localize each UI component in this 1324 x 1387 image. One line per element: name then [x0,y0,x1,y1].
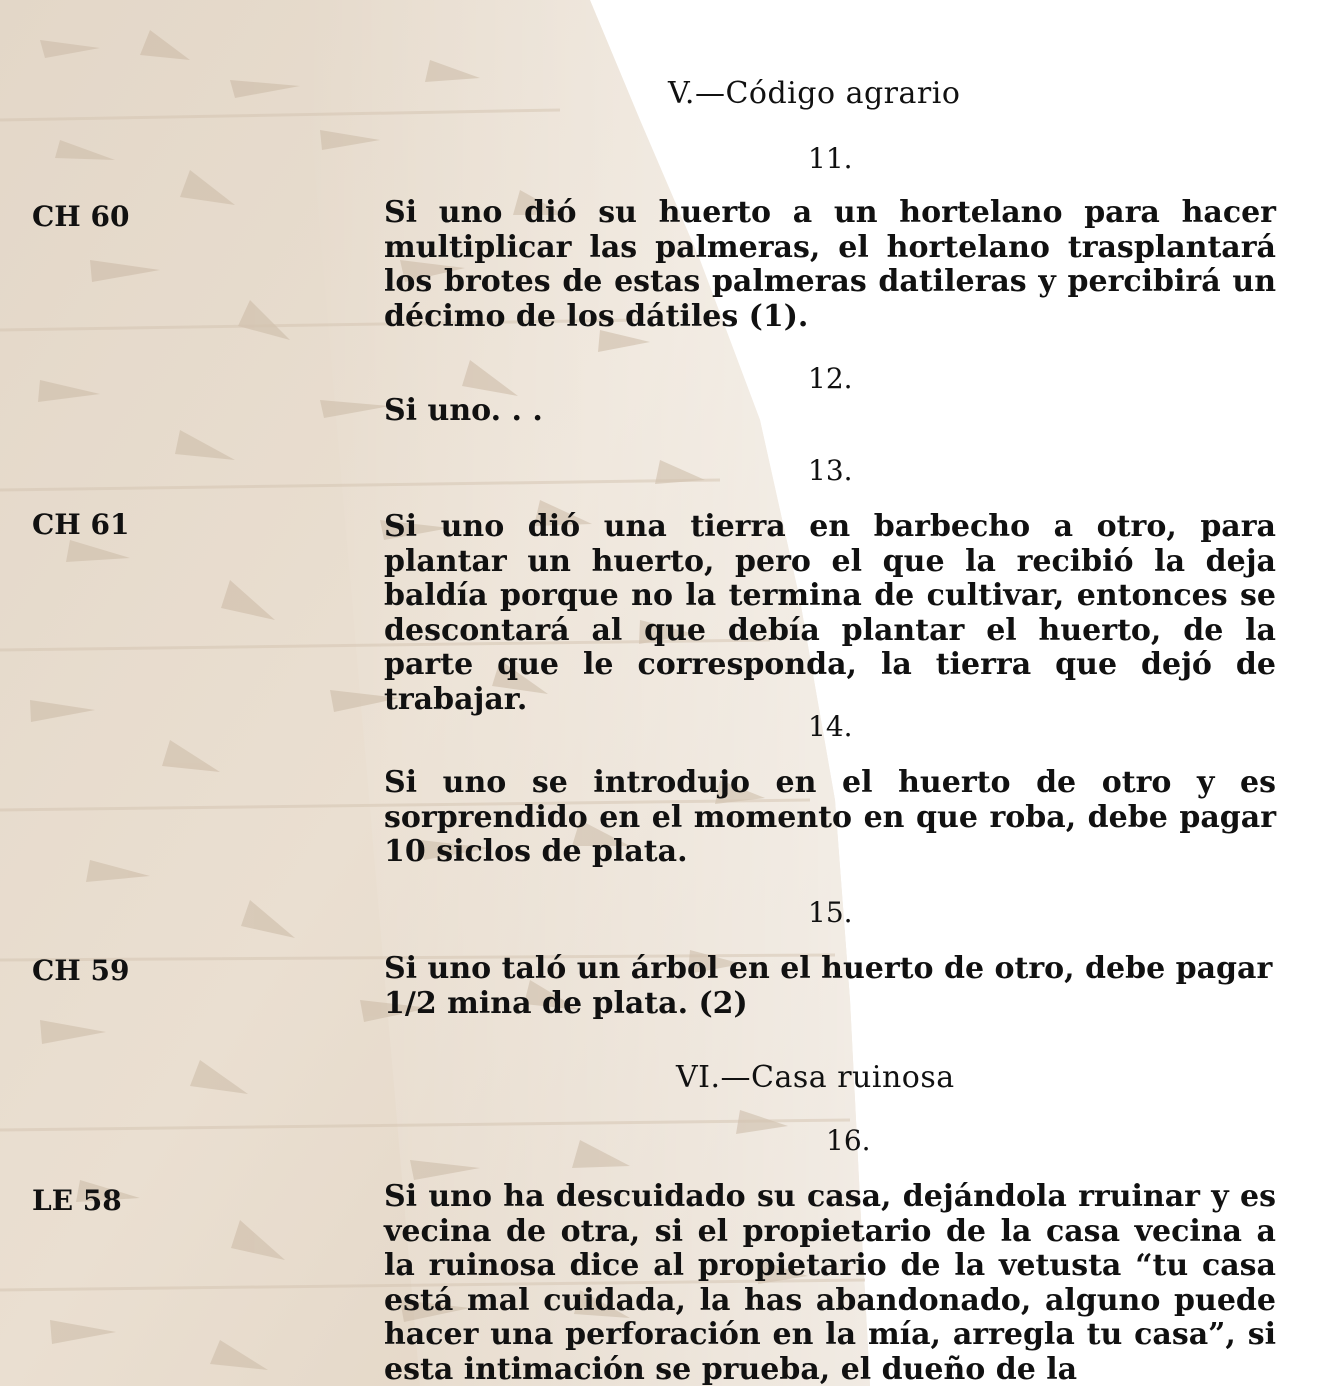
article-ref-ch60: CH 60 [32,200,130,233]
article-number-13: 13. [808,454,853,487]
article-ref-ch59: CH 59 [32,954,130,987]
article-text-12: Si uno. . . [384,393,543,428]
article-number-16: 16. [826,1124,871,1157]
article-text-13: Si uno dió una tierra en barbecho a otro, para plantar un huerto, pero el que la recibió la deja baldía porque no la termina de cultivar, entonces se descontará al que debía plantar el huerto, de la parte que le corresponda, la tierra que dejó de trabajar. [384,509,1276,717]
article-text-16: Si uno ha descuidado su casa, dejándola rruinar y es vecina de otra, si el propietario de la casa vecina a la ruinosa dice al propietario de la vetusta “tu casa está mal cuidada, la has abandonado, alguno puede hacer una perforación en la mía, arregla tu casa”, si esta intimación se prueba, el dueño de la [384,1179,1276,1387]
article-text-15: Si uno taló un árbol en el huerto de otro, debe pagar 1/2 mina de plata. (2) [384,951,1273,1021]
section-heading-v: V.—Código agrario [668,76,961,111]
article-number-11: 11. [808,142,853,175]
article-ref-ch61: CH 61 [32,508,130,541]
article-number-15: 15. [808,896,853,929]
section-heading-vi: VI.—Casa ruinosa [676,1060,955,1095]
article-number-14: 14. [808,710,853,743]
article-number-12: 12. [808,362,853,395]
article-text-14: Si uno se introdujo en el huerto de otro y es sorprendido en el momento en que roba, debe pagar 10 siclos de plata. [384,765,1276,869]
article-text-11: Si uno dió su huerto a un hortelano para hacer multiplicar las palmeras, el hortelano trasplantará los brotes de estas palmeras datileras y percibirá un décimo de los dátiles (1). [384,195,1276,334]
article-ref-le58: LE 58 [32,1184,122,1217]
